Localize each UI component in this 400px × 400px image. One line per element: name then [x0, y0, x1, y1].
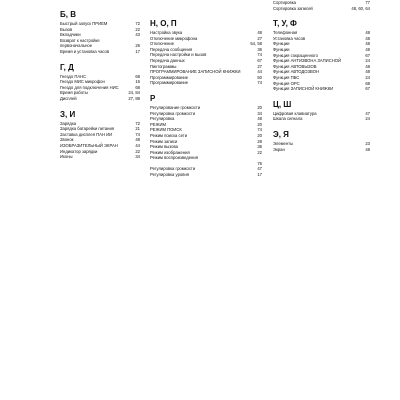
entry-term: Функция ЗАПИСНОЙ КНИЖКИ	[273, 86, 334, 92]
entry-page-number: 50	[257, 74, 262, 80]
entry-term: Настройка звука	[150, 30, 183, 35]
entry-page-number: 74	[257, 52, 262, 58]
entry-term: Регулировка уровня	[150, 172, 190, 178]
entry-page-number: 20	[257, 132, 262, 138]
entry-term: Вызов	[60, 26, 73, 32]
entry-page-number: 48, 60, 64	[351, 5, 370, 11]
entry-term: РЕЖИМ ПОИСК	[150, 127, 182, 133]
entry-page-number: 74	[257, 80, 262, 86]
entry-term: Функция ОРС	[273, 80, 300, 86]
entry-term: Сортировка записей	[273, 5, 313, 11]
entry-term: Функции	[273, 46, 290, 52]
entry-term: Режим изображения	[150, 149, 190, 155]
entry-term: Отключение микрофона	[150, 35, 198, 41]
entry-term: Время и установка часов	[60, 48, 110, 54]
index-column-3	[273, 0, 370, 160]
entry-page-number: 48	[365, 30, 370, 36]
entry-page-number: 74	[135, 131, 140, 137]
entry-term: Гнездо МИС микрофон	[60, 79, 105, 85]
entry-page-number: 21	[135, 126, 140, 132]
index-entry	[150, 155, 262, 161]
entry-term: Передача настройки и вызов	[150, 52, 207, 58]
entry-page-number: 48	[365, 41, 370, 47]
entry-page-number: 48	[365, 35, 370, 41]
index-section	[273, 100, 370, 122]
index-section	[150, 94, 262, 178]
entry-page-number: 26	[135, 43, 140, 49]
index-entry	[273, 116, 370, 122]
entry-term: Иконы	[60, 154, 73, 160]
entry-page-number: 16	[135, 79, 140, 85]
entry-page-number: 17	[135, 48, 140, 54]
section-letter-heading: Т, У, Ф	[273, 19, 297, 29]
section-letter-heading: Н, О, П	[150, 19, 177, 28]
entry-page-number: 22	[135, 148, 140, 154]
entry-page-number: 68	[135, 73, 140, 79]
entry-term: Регулировка	[150, 116, 175, 122]
entry-term: РЕЖИМ	[150, 121, 166, 127]
entry-page-number: 44	[257, 69, 262, 75]
entry-term: Экран	[273, 146, 285, 152]
entry-page-number: 28	[257, 138, 262, 144]
entry-page-number: 24	[365, 116, 370, 122]
section-letter-heading: Р	[150, 93, 156, 103]
entry-page-number: 23	[365, 140, 370, 146]
entry-term: Возврат к настройке первоначальное	[60, 37, 100, 49]
entry-term: Регулирование громкости	[150, 104, 201, 110]
entry-term: Пиктограммы	[150, 63, 177, 69]
entry-term: Шкала сигнала	[273, 116, 303, 122]
index-section	[273, 19, 370, 92]
entry-term: Сортировка	[273, 0, 296, 5]
index-entry	[273, 147, 370, 153]
entry-page-number: 77	[365, 0, 370, 5]
entry-page-number: 68	[365, 80, 370, 86]
section-letter-heading: Г, Д	[60, 62, 74, 72]
entry-page-number: 54, 58	[250, 41, 262, 47]
entry-page-number: 22	[257, 149, 262, 155]
entry-page-number: 24	[365, 58, 370, 64]
entry-term: Цифровая клавиатура	[273, 110, 317, 116]
index-column-1	[60, 8, 140, 168]
section-letter-heading: З, И	[60, 109, 76, 119]
entry-term: Гнездо для подключения НИС	[60, 84, 119, 90]
entry-page-number: 34	[257, 110, 262, 116]
entry-term: Режим поиска сети	[150, 132, 188, 138]
entry-page-number: 67	[365, 86, 370, 92]
entry-page-number: 34	[135, 154, 140, 160]
entry-term: Регулировка громкости	[150, 166, 196, 172]
entry-term: Регулировка громкости	[150, 110, 196, 116]
entry-term: Дисплей	[60, 95, 77, 101]
entry-page-number: 48	[365, 63, 370, 69]
entry-term: Программирование	[150, 74, 189, 80]
entry-page-number: 20	[257, 121, 262, 127]
entry-page-number: 24, 84	[128, 90, 140, 96]
entry-page-number: 27, 88	[128, 95, 140, 101]
entry-term: Время работы	[60, 90, 88, 96]
entry-term: Передача сообщения	[150, 46, 193, 52]
entry-term: Программирование	[150, 80, 189, 86]
entry-page-number: 17	[257, 172, 262, 178]
entry-term: Функция ПБС	[273, 74, 300, 80]
index-entry	[60, 154, 140, 160]
entry-page-number: 47	[365, 110, 370, 116]
index-entry	[60, 49, 140, 55]
entry-page-number: 48	[365, 69, 370, 75]
entry-page-number: 44	[135, 142, 140, 148]
entry-page-number: 48	[257, 116, 262, 122]
index-column-2	[150, 17, 262, 186]
entry-term: Звонок	[60, 137, 74, 143]
index-section	[273, 0, 370, 11]
section-letter-heading: Б, В	[60, 10, 76, 19]
entry-term: Передача данных	[150, 57, 185, 63]
entry-term: Функция АВТОДОЗВОН	[273, 69, 319, 75]
index-section	[60, 63, 140, 102]
entry-page-number: 27	[257, 35, 262, 41]
entry-term: Функция АВТОВЫЗОВ	[273, 63, 317, 69]
entry-page-number: 27	[257, 63, 262, 69]
entry-term: Вкладчики	[60, 32, 81, 38]
entry-term: Индикатор зарядки	[60, 148, 98, 154]
entry-term: Режим вызова	[150, 144, 179, 150]
entry-page-number: 36	[257, 144, 262, 150]
section-letter-heading: Э, Я	[273, 129, 289, 139]
index-entry	[60, 96, 140, 102]
entry-term: Установка часов	[273, 35, 306, 41]
entry-term: Зарядка	[60, 120, 77, 126]
entry-term: Режим записи	[150, 138, 178, 144]
entry-page-number: 48	[135, 137, 140, 143]
index-entry	[150, 172, 262, 178]
entry-term: Функция сокращенного	[273, 52, 318, 58]
entry-term: Функция АНТИЗВОНА ЗАПИСНОЙ	[273, 58, 342, 64]
index-section	[273, 130, 370, 152]
entry-page-number: 36	[257, 46, 262, 52]
entry-page-number: 20	[257, 104, 262, 110]
index-entry	[273, 6, 370, 12]
entry-page-number: 24	[365, 74, 370, 80]
entry-term: Зарядка батарейки питания	[60, 126, 115, 132]
entry-page-number: 48	[365, 146, 370, 152]
entry-page-number: 22	[135, 26, 140, 32]
entry-term: Элементы	[273, 140, 294, 146]
index-section	[60, 110, 140, 160]
index-section	[60, 10, 140, 55]
index-entry	[273, 86, 370, 92]
entry-page-number: 67	[365, 52, 370, 58]
entry-term: Режим воспроизведения	[150, 155, 198, 161]
entry-page-number: 43	[135, 32, 140, 38]
entry-page-number: 76	[257, 160, 262, 166]
entry-term: Функции	[273, 41, 290, 47]
entry-page-number: 72	[135, 120, 140, 126]
section-letter-heading: Ц, Ш	[273, 99, 292, 109]
entry-page-number: 48	[365, 46, 370, 52]
entry-page-number: 48	[257, 30, 262, 35]
index-entry	[150, 80, 262, 86]
entry-term: ПРОГРАММИРОВАНИЕ ЗАПИСНОЙ КНИЖКИ	[150, 69, 241, 75]
entry-term: Заставка дисплея ПАН ИИ	[60, 131, 113, 137]
entry-term: Быстрый запуск ПРИЕМ	[60, 21, 108, 26]
entry-page-number: 47	[257, 166, 262, 172]
entry-page-number: 68	[135, 84, 140, 90]
index-section	[150, 19, 262, 86]
entry-term: Гнездо ПАНС	[60, 73, 87, 79]
index-entry	[60, 38, 140, 49]
entry-page-number: 67	[257, 57, 262, 63]
entry-term: Телефонная	[273, 30, 298, 36]
entry-page-number: 72	[135, 21, 140, 26]
entry-term: Отключение	[150, 41, 175, 47]
entry-page-number: 74	[257, 127, 262, 133]
entry-term: ИЗОБРАЗИТЕЛЬНЫЙ ЭКРАН	[60, 142, 118, 148]
